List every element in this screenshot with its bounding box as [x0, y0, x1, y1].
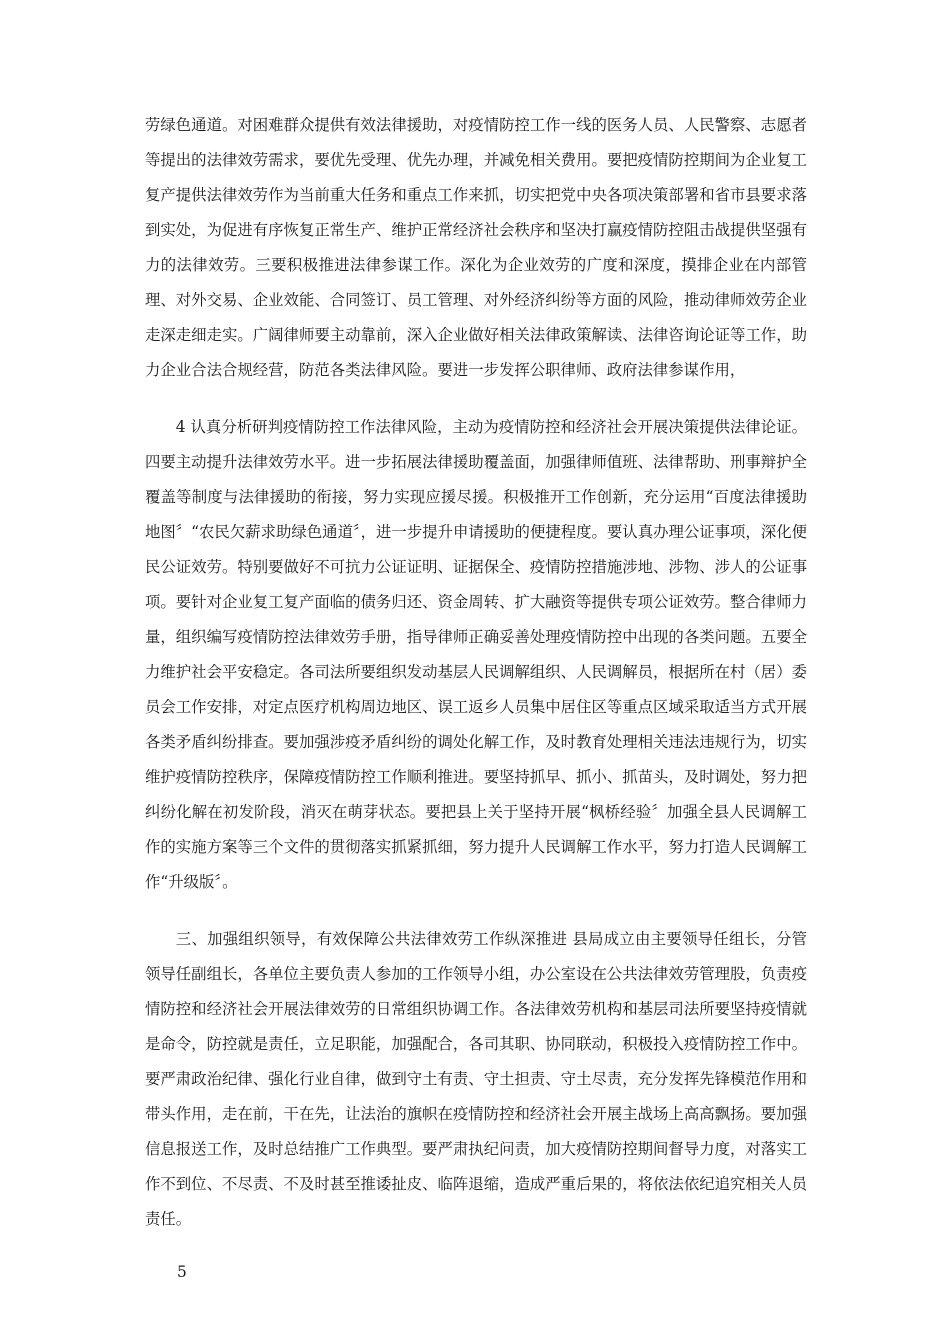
paragraph-2: 4 认真分析研判疫情防控工作法律风险，主动为疫情防控和经济社会开展决策提供法律论证。四要主动提升法律效劳水平。进一步拓展法律援助覆盖面，加强律师值班、法律帮助、刑事辩护全覆盖等制度与法律援助的衔接，努力实现应援尽援。积极推开工作创新，充分运用“百度法律援助地图〞“农民欠薪求助绿色通道〞，进一步提升申请援助的便捷程度。要认真办理公证事项，深化便民公证效劳。特别要做好不可抗力公证证明、证据保全、疫情防控措施涉地、涉物、涉人的公证事项。要针对企业复工复产面临的债务归还、资金周转、扩大融资等提供专项公证效劳。整合律师力量，组织编写疫情防控法律效劳手册，指导律师正确妥善处理疫情防控中出现的各类问题。五要全力维护社会平安稳定。各司法所要组织发动基层人民调解组织、人民调解员，根据所在村（居）委员会工作安排，对定点医疗机构周边地区、误工返乡人员集中居住区等重点区域采取适当方式开展各类矛盾纠纷排查。要加强涉疫矛盾纠纷的调处化解工作，及时教育处理相关违法违规行为，切实维护疫情防控秩序，保障疫情防控工作顺利推进。要坚持抓早、抓小、抓苗头，及时调处，努力把纠纷化解在初发阶段，消灭在萌芽状态。要把县上关于坚持开展“枫桥经验〞加强全县人民调解工作的实施方案等三个文件的贯彻落实抓紧抓细，努力提升人民调解工作水平，努力打造人民调解工作“升级版〞。: [145, 418, 807, 891]
document-page: [145, 108, 807, 1290]
page-number: 5: [177, 1263, 187, 1281]
paragraph-3: 三、加强组织领导，有效保障公共法律效劳工作纵深推进 县局成立由主要领导任组长，分管领导任副组长，各单位主要负责人参加的工作领导小组，办公室设在公共法律效劳管理股，负责疫情防控和经济社会开展法律效劳的日常组织协调工作。各法律效劳机构和基层司法所要坚持疫情就是命令，防控就是责任，立足职能，加强配合，各司其职、协同联动，积极投入疫情防控工作中。要严肃政治纪律、强化行业自律，做到守土有责、守土担责、守土尽责，充分发挥先锋模范作用和带头作用，走在前，干在先，让法治的旗帜在疫情防控和经济社会开展主战场上高高飘扬。要加强信息报送工作，及时总结推广工作典型。要严肃执纪问责，加大疫情防控期间督导力度，对落实工作不到位、不尽责、不及时甚至推诿扯皮、临阵退缩，造成严重后果的，将依法依纪追究相关人员责任。: [145, 930, 807, 1228]
paragraph-1: 劳绿色通道。对困难群众提供有效法律援助，对疫情防控工作一线的医务人员、人民警察、志愿者等提出的法律效劳需求，要优先受理、优先办理，并减免相关费用。要把疫情防控期间为企业复工复产提供法律效劳作为当前重大任务和重点工作来抓，切实把党中央各项决策部署和省市县要求落到实处，为促进有序恢复正常生产、维护正常经济社会秩序和坚决打赢疫情防控阻击战提供坚强有力的法律效劳。三要积极推进法律参谋工作。深化为企业效劳的广度和深度，摸排企业在内部管理、对外交易、企业效能、合同签订、员工管理、对外经济纠纷等方面的风险，推动律师效劳企业走深走细走实。广阔律师要主动靠前，深入企业做好相关法律政策解读、法律咨询论证等工作，助力企业合法合规经营，防范各类法律风险。要进一步发挥公职律师、政府法律参谋作用，: [145, 116, 807, 379]
